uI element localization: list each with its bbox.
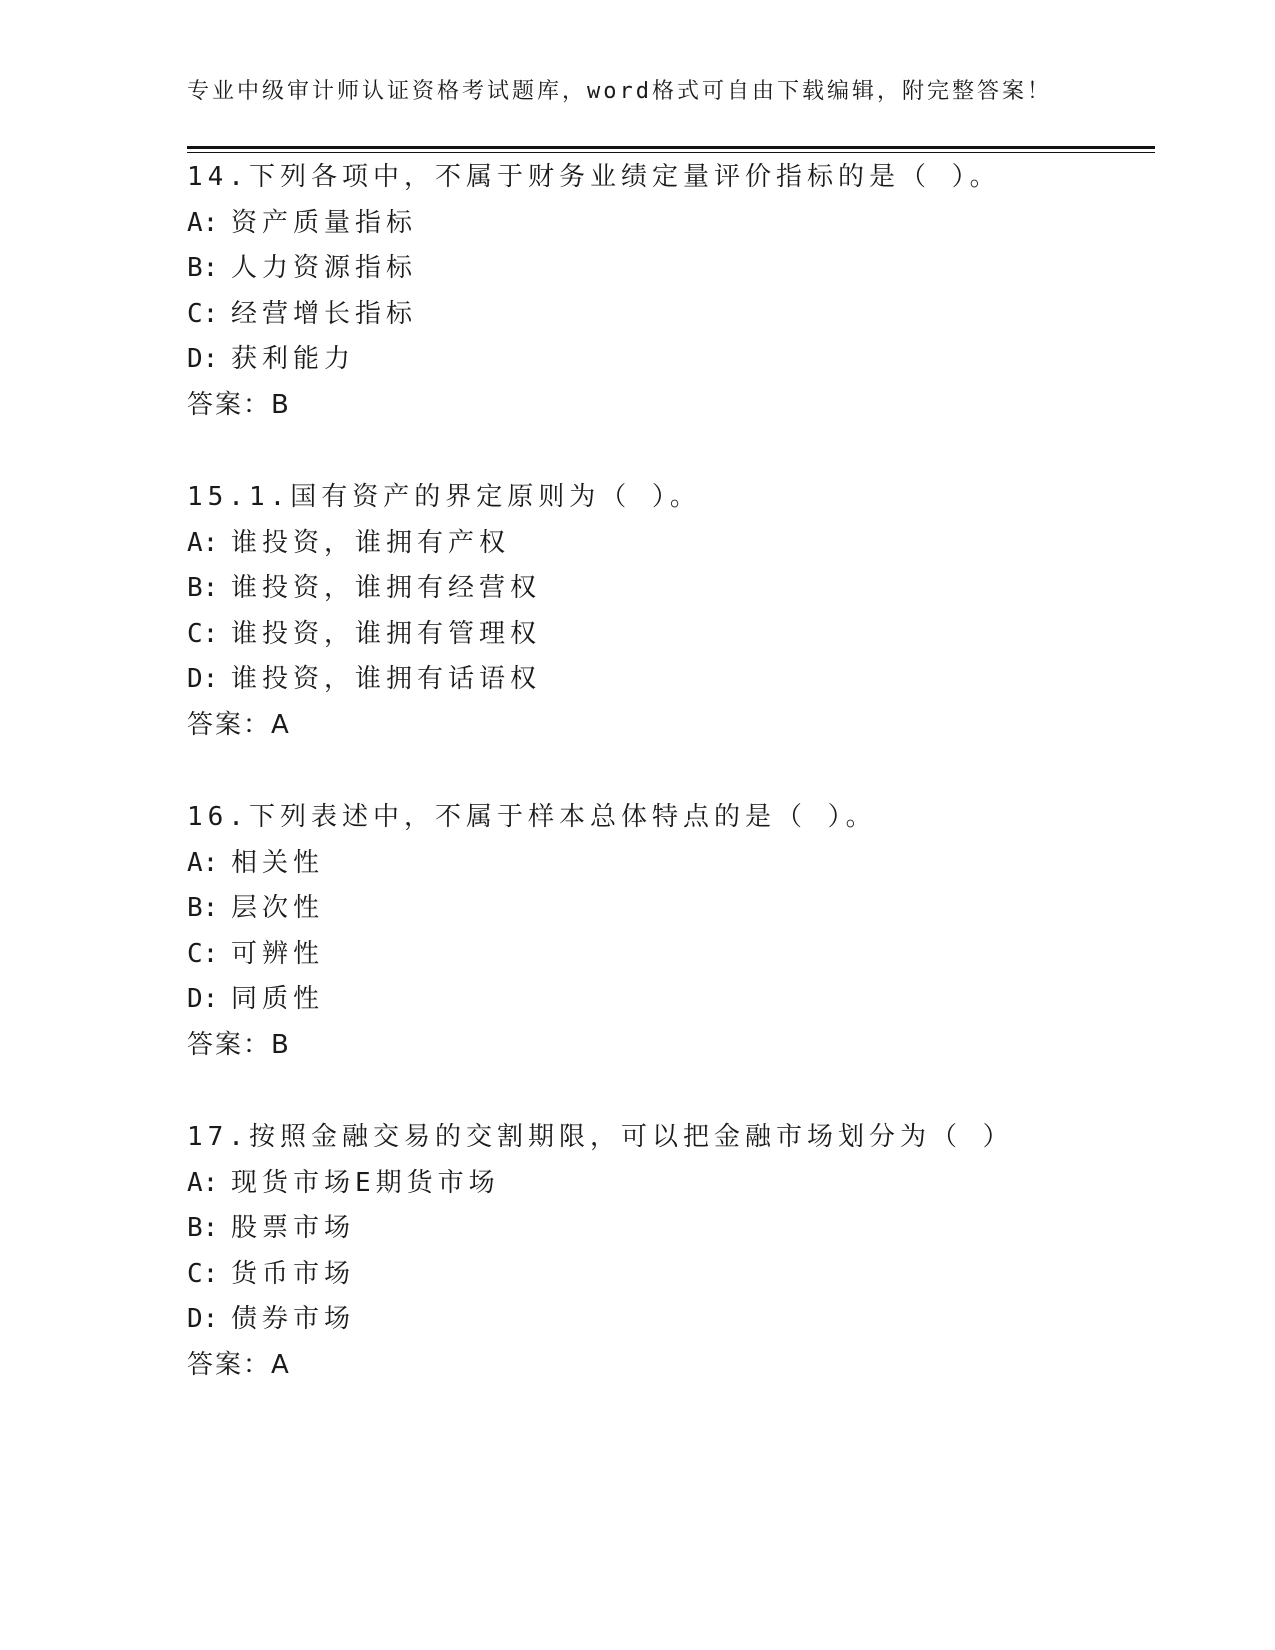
option-b: [187, 566, 1155, 612]
option-key: A:: [187, 527, 219, 558]
option-d: [187, 337, 1155, 383]
page-header: 专业中级审计师认证资格考试题库，word格式可自由下载编辑，附完整答案！: [187, 79, 1052, 104]
question-16: [187, 795, 1155, 1068]
answer: 答案：B: [187, 389, 291, 420]
option-text: 人力资源指标: [231, 253, 418, 283]
option-key: A:: [187, 1167, 219, 1198]
option-c: [187, 292, 1155, 338]
option-key: C:: [187, 298, 219, 329]
option-d: [187, 977, 1155, 1023]
option-a: [187, 1161, 1155, 1207]
option-a: [187, 201, 1155, 247]
question-14: [187, 155, 1155, 428]
option-b: [187, 1206, 1155, 1252]
option-key: C:: [187, 1258, 219, 1289]
option-text: 债券市场: [231, 1304, 356, 1334]
option-key: B:: [187, 573, 219, 603]
option-text: 谁投资，谁拥有管理权: [231, 618, 542, 649]
question-title: 15.1.国有资产的界定原则为（ ）。: [187, 482, 701, 512]
answer: 答案：A: [187, 709, 291, 740]
option-key: B:: [187, 1213, 219, 1243]
option-d: [187, 657, 1155, 703]
option-key: D:: [187, 1304, 219, 1334]
option-text: 现货市场E期货市场: [231, 1167, 500, 1198]
option-text: 股票市场: [231, 1213, 356, 1243]
option-key: D:: [187, 344, 219, 374]
header-rule-thick: [187, 146, 1155, 149]
question-17: [187, 1115, 1155, 1388]
question-15: [187, 475, 1155, 748]
option-key: C:: [187, 938, 219, 969]
question-title: 17.按照金融交易的交割期限，可以把金融市场划分为（ ）: [187, 1122, 1014, 1152]
option-c: [187, 612, 1155, 658]
option-key: D:: [187, 984, 219, 1014]
option-text: 相关性: [231, 847, 325, 878]
option-text: 谁投资，谁拥有话语权: [231, 664, 542, 694]
option-key: B:: [187, 253, 219, 283]
option-key: A:: [187, 847, 219, 878]
option-key: B:: [187, 893, 219, 923]
option-text: 可辨性: [231, 938, 325, 969]
answer: 答案：A: [187, 1349, 291, 1380]
option-text: 同质性: [231, 984, 325, 1014]
question-title: 16.下列表述中，不属于样本总体特点的是（ ）。: [187, 802, 877, 832]
option-a: [187, 521, 1155, 567]
option-text: 货币市场: [231, 1258, 356, 1289]
option-b: [187, 246, 1155, 292]
option-c: [187, 932, 1155, 978]
option-text: 获利能力: [231, 344, 356, 374]
option-b: [187, 886, 1155, 932]
option-text: 谁投资，谁拥有产权: [231, 527, 511, 558]
option-text: 资产质量指标: [231, 207, 418, 238]
question-title: 14.下列各项中，不属于财务业绩定量评价指标的是（ ）。: [187, 162, 1001, 192]
option-text: 谁投资，谁拥有经营权: [231, 573, 542, 603]
option-c: [187, 1252, 1155, 1298]
option-key: A:: [187, 207, 219, 238]
answer: 答案：B: [187, 1029, 291, 1060]
option-key: D:: [187, 664, 219, 694]
option-key: C:: [187, 618, 219, 649]
option-d: [187, 1297, 1155, 1343]
header-rule-thin: [187, 152, 1155, 153]
option-a: [187, 841, 1155, 887]
option-text: 经营增长指标: [231, 298, 418, 329]
option-text: 层次性: [231, 893, 325, 923]
